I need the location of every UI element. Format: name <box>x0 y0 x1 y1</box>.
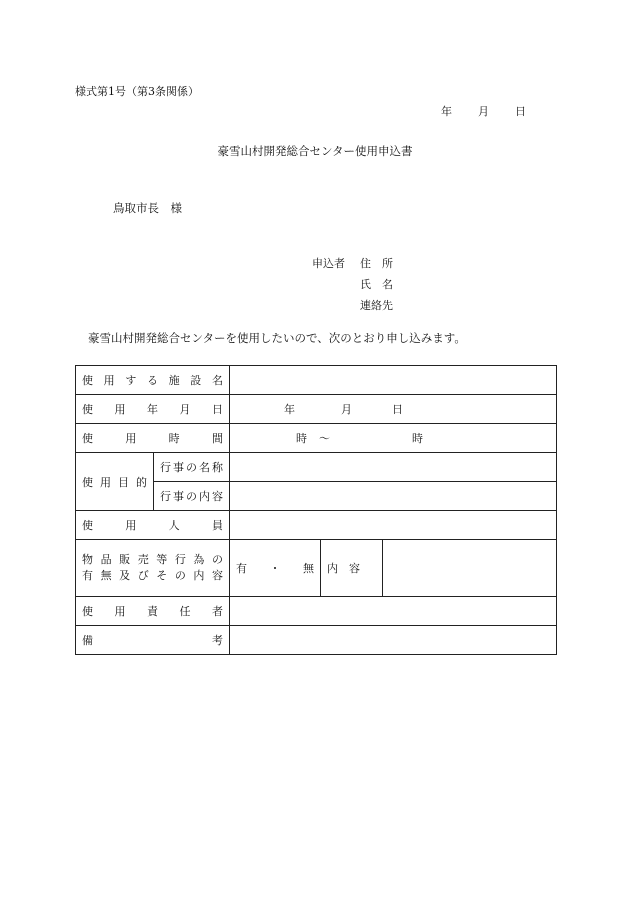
event-content-field[interactable] <box>230 482 557 511</box>
sales-dot: ・ <box>269 562 281 575</box>
responsible-text: 使 用 責 任 者 <box>82 605 223 618</box>
date-line <box>441 103 526 119</box>
usage-time-text: 使 用 時 間 <box>82 432 223 445</box>
sales-label-line1: 物 品 販 売 等 行 為 の <box>82 553 223 566</box>
event-name-label <box>154 453 230 482</box>
application-table <box>75 365 557 655</box>
date-day: 日 <box>515 105 526 118</box>
sales-label-line2: 有 無 及 び そ の 内 容 <box>82 569 223 582</box>
usage-date-label <box>76 395 230 424</box>
responsible-field[interactable] <box>230 597 557 626</box>
applicant-contact-label: 連絡先 <box>360 299 393 312</box>
table-row-date <box>76 395 557 424</box>
table-row-facility <box>76 366 557 395</box>
purpose-label <box>76 453 154 511</box>
applicant-name-label: 氏 名 <box>360 278 393 291</box>
usage-date-field[interactable] <box>230 395 557 424</box>
usage-time-label <box>76 424 230 453</box>
applicant-block <box>312 253 393 316</box>
sales-content-field[interactable] <box>383 540 557 597</box>
applicant-label: 申込者 <box>312 257 345 270</box>
facility-name-label <box>76 366 230 395</box>
attendees-label <box>76 511 230 540</box>
event-name-field[interactable] <box>230 453 557 482</box>
attendees-text: 使 用 人 員 <box>82 519 223 532</box>
table-row-responsible <box>76 597 557 626</box>
sales-no[interactable]: 無 <box>303 562 314 575</box>
usage-date-text: 使 用 年 月 日 <box>82 403 223 416</box>
remarks-label-b: 考 <box>212 634 223 647</box>
table-row-purpose-name <box>76 453 557 482</box>
usage-date-day: 日 <box>392 403 403 416</box>
applicant-address-label: 住 所 <box>360 257 393 270</box>
page-title: 豪雪山村開発総合センター使用申込書 <box>217 144 413 158</box>
remarks-label <box>76 626 230 655</box>
responsible-label <box>76 597 230 626</box>
event-content-text: 行 事 の 内 容 <box>160 490 223 503</box>
event-name-text: 行 事 の 名 称 <box>160 461 223 474</box>
table-row-remarks <box>76 626 557 655</box>
sales-yes-no-field[interactable] <box>230 540 321 597</box>
facility-name-text: 使 用 す る 施 設 名 <box>82 374 223 387</box>
facility-name-field[interactable] <box>230 366 557 395</box>
sales-yes[interactable]: 有 <box>236 562 247 575</box>
date-year: 年 <box>441 105 452 118</box>
sales-label <box>76 540 230 597</box>
attendees-field[interactable] <box>230 511 557 540</box>
statement-text: 豪雪山村開発総合センターを使用したいので、次のとおり申し込みます。 <box>88 331 466 345</box>
purpose-text: 使 用 目 的 <box>82 475 147 489</box>
remarks-label-a: 備 <box>82 634 93 647</box>
addressee: 鳥取市長 様 <box>113 201 182 215</box>
table-row-time <box>76 424 557 453</box>
event-content-label <box>154 482 230 511</box>
usage-time-field[interactable] <box>230 424 557 453</box>
table-row-sales <box>76 540 557 597</box>
usage-time-to: 時 <box>412 432 423 445</box>
table-row-attendees <box>76 511 557 540</box>
usage-date-month: 月 <box>341 403 352 416</box>
sales-content-text: 内 容 <box>327 562 360 575</box>
sales-content-label <box>321 540 383 597</box>
remarks-field[interactable] <box>230 626 557 655</box>
usage-date-year: 年 <box>284 403 295 416</box>
date-month: 月 <box>478 105 489 118</box>
usage-time-from: 時 <box>296 432 307 445</box>
form-number: 様式第1号（第3条関係） <box>75 85 199 98</box>
usage-time-tilde: ～ <box>319 432 330 445</box>
